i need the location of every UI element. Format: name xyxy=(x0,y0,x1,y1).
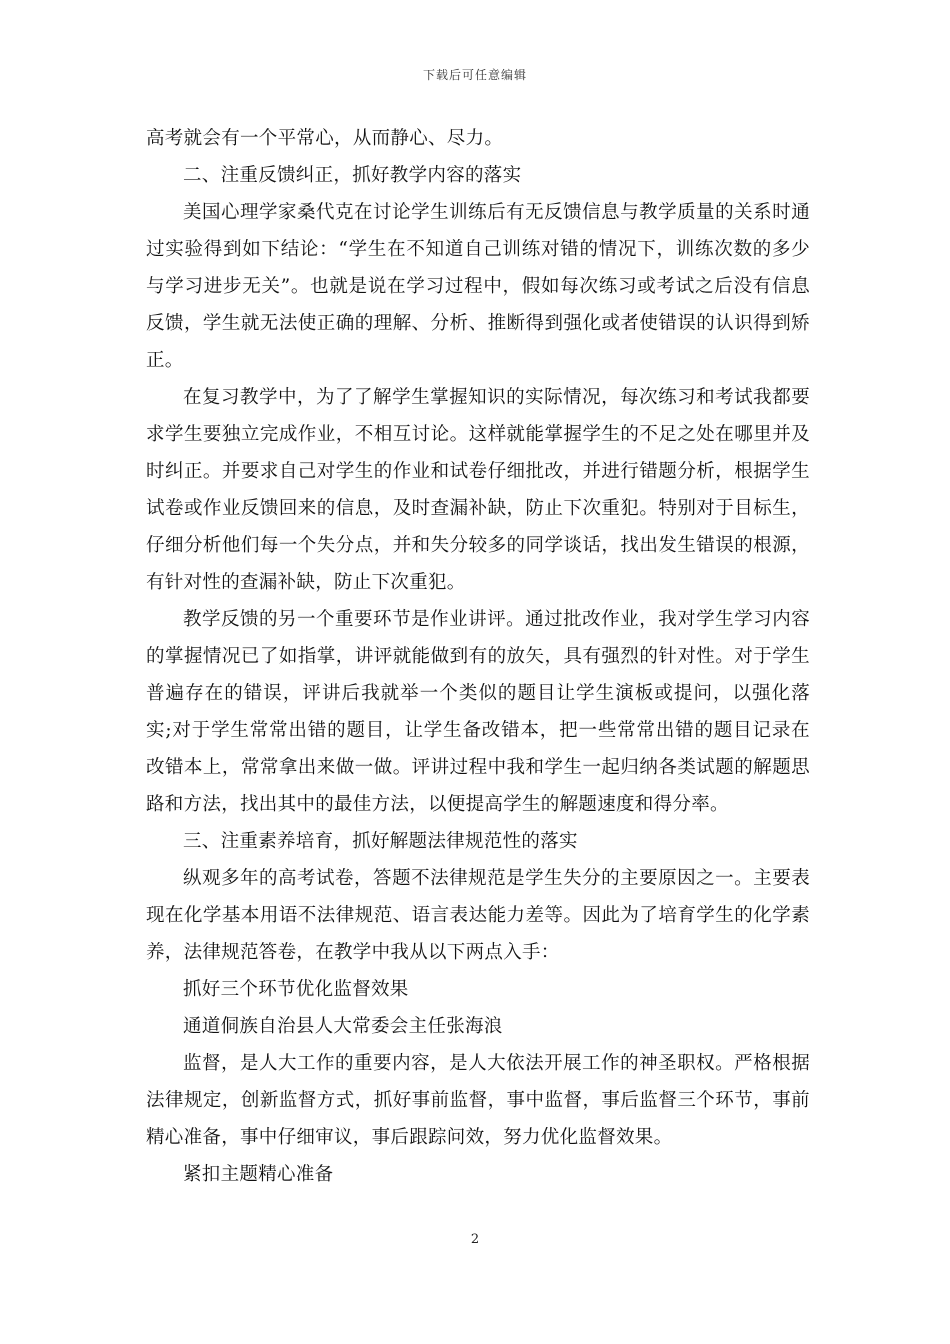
section-heading: 二、注重反馈纠正，抓好教学内容的落实 xyxy=(183,165,522,186)
page-header: 下载后可任意编辑 xyxy=(422,68,527,82)
subheading: 紧扣主题精心准备 xyxy=(183,1164,334,1185)
paragraph-continuation: 高考就会有一个平常心，从而静心、尽力。 xyxy=(146,128,504,149)
paragraph: 监督，是人大工作的重要内容，是人大依法开展工作的神圣职权。严格根据法律规定，创新监督方式，抓好事前监督，事中监督，事后监督三个环节，事前精心准备，事中仔细审议，事后跟踪问效，努力优化监督效果。 xyxy=(146,1053,810,1148)
section-heading: 三、注重素养培育，抓好解题法律规范性的落实 xyxy=(183,831,578,852)
paragraph: 教学反馈的另一个重要环节是作业讲评。通过批改作业，我对学生学习内容的掌握情况已了如指掌，讲评就能做到有的放矢，具有强烈的针对性。对于学生普遍存在的错误，评讲后我就举一个类似的题目让学生演板或提问，以强化落实;对于学生常常出错的题目，让学生备改错本，把一些常常出错的题目记录在改错本上，常常拿出来做一做。评讲过程中我和学生一起归纳各类试题的解题思路和方法，找出其中的最佳方法，以便提高学生的解题速度和得分率。 xyxy=(146,609,810,815)
paragraph: 美国心理学家桑代克在讨论学生训练后有无反馈信息与教学质量的关系时通过实验得到如下结论：“学生在不知道自己训练对错的情况下，训练次数的多少与学习进步无关”。也就是说在学习过程中，假如每次练习或考试之后没有信息反馈，学生就无法使正确的理解、分析、推断得到强化或者使错误的认识得到矫正。 xyxy=(146,202,810,371)
page-number: 2 xyxy=(470,1232,480,1247)
document-body xyxy=(146,120,810,1193)
article-author: 通道侗族自治县人大常委会主任张海浪 xyxy=(183,1016,503,1037)
article-title: 抓好三个环节优化监督效果 xyxy=(183,979,409,1000)
paragraph: 在复习教学中，为了了解学生掌握知识的实际情况，每次练习和考试我都要求学生要独立完成作业，不相互讨论。这样就能掌握学生的不足之处在哪里并及时纠正。并要求自己对学生的作业和试卷仔细批改，并进行错题分析，根据学生试卷或作业反馈回来的信息，及时查漏补缺，防止下次重犯。特别对于目标生，仔细分析他们每一个失分点，并和失分较多的同学谈话，找出发生错误的根源，有针对性的查漏补缺，防止下次重犯。 xyxy=(146,387,810,593)
paragraph: 纵观多年的高考试卷，答题不法律规范是学生失分的主要原因之一。主要表现在化学基本用语不法律规范、语言表达能力差等。因此为了培育学生的化学素养，法律规范答卷，在教学中我从以下两点入手： xyxy=(146,868,810,963)
